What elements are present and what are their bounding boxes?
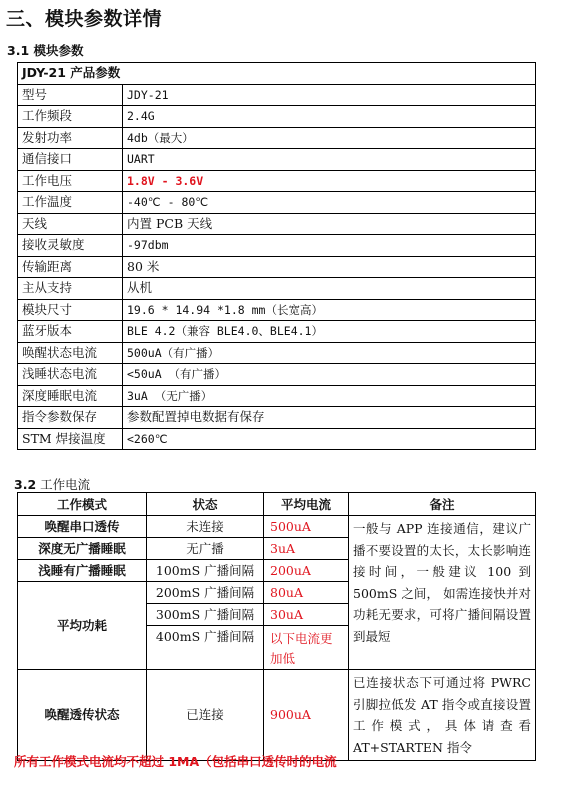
header-current: 平均电流 — [264, 493, 349, 516]
param-key: 发射功率 — [18, 127, 123, 149]
param-value: UART — [123, 149, 536, 171]
table-row — [18, 213, 536, 235]
param-value-voltage: 1.8V - 3.6V — [123, 170, 536, 192]
state-cell: 未连接 — [147, 516, 264, 538]
table-header-row — [18, 493, 536, 516]
subsection-text: 工作电流 — [36, 477, 91, 492]
table-row — [18, 299, 536, 321]
param-value: <50uA （有广播） — [123, 364, 536, 386]
param-key: 主从支持 — [18, 278, 123, 300]
table-row — [18, 428, 536, 450]
current-cell: 以下电流更加低 — [264, 626, 349, 670]
current-cell: 900uA — [264, 670, 349, 761]
param-key: 工作频段 — [18, 106, 123, 128]
mode-cell: 深度无广播睡眠 — [18, 538, 147, 560]
subsection-title-params: 3.1 模块参数 — [7, 43, 84, 58]
state-cell: 100mS 广播间隔 — [147, 560, 264, 582]
param-value: 2.4G — [123, 106, 536, 128]
current-cell: 80uA — [264, 582, 349, 604]
footer-note: 所有工作模式电流均不超过 1MA（包括串口透传时的电流 — [14, 754, 337, 769]
param-key: 浅睡状态电流 — [18, 364, 123, 386]
state-cell: 200mS 广播间隔 — [147, 582, 264, 604]
current-table — [17, 492, 536, 761]
mode-cell: 唤醒串口透传 — [18, 516, 147, 538]
note-cell: 已连接状态下可通过将 PWRC 引脚拉低发 AT 指令或直接设置工作模式，具体请查看 AT+STARTEN 指令 — [349, 670, 536, 761]
header-note: 备注 — [349, 493, 536, 516]
state-cell: 400mS 广播间隔 — [147, 626, 264, 670]
current-cell: 3uA — [264, 538, 349, 560]
table-row — [18, 127, 536, 149]
current-cell: 500uA — [264, 516, 349, 538]
param-key: 通信接口 — [18, 149, 123, 171]
param-key: 蓝牙版本 — [18, 321, 123, 343]
table-row — [18, 385, 536, 407]
param-value: BLE 4.2（兼容 BLE4.0、BLE4.1） — [123, 321, 536, 343]
param-key: 深度睡眠电流 — [18, 385, 123, 407]
param-value: 19.6 * 14.94 *1.8 mm（长宽高） — [123, 299, 536, 321]
param-key: STM 焊接温度 — [18, 428, 123, 450]
param-value: 80 米 — [123, 256, 536, 278]
mode-cell: 唤醒透传状态 — [18, 670, 147, 761]
param-key: 工作温度 — [18, 192, 123, 214]
table-row — [18, 84, 536, 106]
state-cell: 300mS 广播间隔 — [147, 604, 264, 626]
section-title: 三、模块参数详情 — [6, 8, 163, 30]
table-row — [18, 278, 536, 300]
param-key: 指令参数保存 — [18, 407, 123, 429]
state-cell: 无广播 — [147, 538, 264, 560]
params-table-title: JDY-21 产品参数 — [18, 63, 536, 85]
param-key: 工作电压 — [18, 170, 123, 192]
table-row — [18, 364, 536, 386]
mode-cell: 浅睡有广播睡眠 — [18, 560, 147, 582]
param-value: 500uA（有广播） — [123, 342, 536, 364]
param-value: JDY-21 — [123, 84, 536, 106]
mode-cell: 平均功耗 — [18, 582, 147, 670]
header-state: 状态 — [147, 493, 264, 516]
param-value: 4db（最大） — [123, 127, 536, 149]
param-key: 天线 — [18, 213, 123, 235]
table-row — [18, 342, 536, 364]
table-row — [18, 106, 536, 128]
header-mode: 工作模式 — [18, 493, 147, 516]
table-row — [18, 149, 536, 171]
params-table — [17, 62, 536, 450]
param-key: 型号 — [18, 84, 123, 106]
param-value: <260℃ — [123, 428, 536, 450]
param-key: 接收灵敏度 — [18, 235, 123, 257]
current-cell: 200uA — [264, 560, 349, 582]
current-cell: 30uA — [264, 604, 349, 626]
state-cell: 已连接 — [147, 670, 264, 761]
param-value: 内置 PCB 天线 — [123, 213, 536, 235]
table-row — [18, 321, 536, 343]
param-value: 3uA （无广播） — [123, 385, 536, 407]
param-value: -40℃ - 80℃ — [123, 192, 536, 214]
table-row — [18, 63, 536, 85]
subsection-title-current — [14, 475, 90, 493]
param-value: -97dbm — [123, 235, 536, 257]
table-row — [18, 516, 536, 538]
note-cell: 一般与 APP 连接通信，建议广播不要设置的太长，太长影响连接时间，一般建议 100 到 500mS 之间， 如需连接快并对功耗无要求，可将广播间隔设置到最短 — [349, 516, 536, 670]
param-value: 从机 — [123, 278, 536, 300]
table-row — [18, 670, 536, 761]
param-key: 唤醒状态电流 — [18, 342, 123, 364]
table-row — [18, 407, 536, 429]
table-row — [18, 256, 536, 278]
param-value: 参数配置掉电数据有保存 — [123, 407, 536, 429]
table-row — [18, 192, 536, 214]
param-key: 模块尺寸 — [18, 299, 123, 321]
table-row — [18, 235, 536, 257]
table-row — [18, 170, 536, 192]
subsection-number: 3.2 — [14, 477, 37, 492]
param-key: 传输距离 — [18, 256, 123, 278]
